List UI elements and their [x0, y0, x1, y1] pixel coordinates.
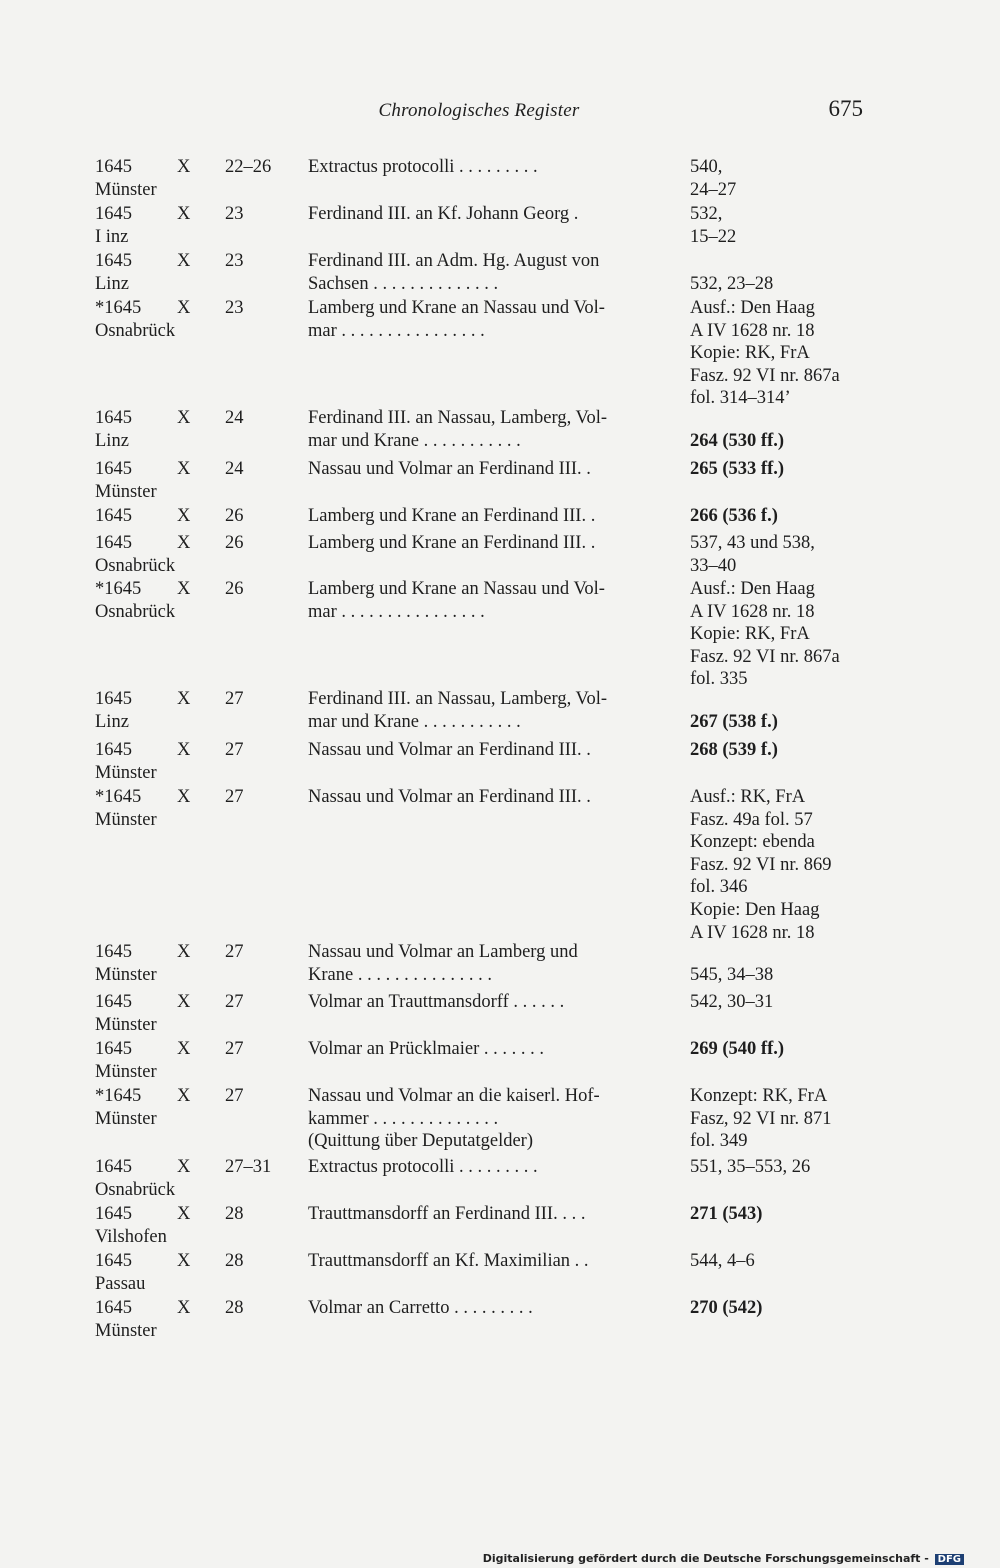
entry-year: 1645 — [95, 408, 132, 428]
entry-year: 1645 — [95, 942, 132, 962]
entry-date-place — [95, 1250, 180, 1295]
entry-month: X — [177, 787, 191, 807]
entry-description — [308, 532, 670, 555]
reference-line: 269 (540 ff.) — [690, 1039, 785, 1059]
entry-year: 1645 — [95, 1204, 132, 1224]
entry-reference — [690, 407, 875, 452]
running-header — [95, 98, 863, 128]
entry-place: Münster — [95, 1014, 157, 1035]
reference-line — [690, 407, 875, 430]
entry-place: Linz — [95, 711, 129, 732]
reference-line — [690, 941, 875, 964]
entry-year: 1645 — [95, 992, 132, 1012]
entry-day: 28 — [225, 1204, 244, 1224]
description-line: mar und Krane . . . . . . . . . . . — [308, 711, 521, 732]
entry-description — [308, 1085, 670, 1153]
entry-year: 1645 — [95, 204, 132, 224]
entry-date-place — [95, 1085, 180, 1130]
entry-description — [308, 1156, 670, 1179]
reference-line: Fasz. 92 VI nr. 867a — [690, 646, 840, 667]
description-line: mar . . . . . . . . . . . . . . . . — [308, 601, 485, 622]
description-line: Lamberg und Krane an Nassau und Vol- — [308, 298, 605, 318]
description-line: Ferdinand III. an Nassau, Lamberg, Vol- — [308, 408, 608, 428]
reference-line: Kopie: Den Haag — [690, 899, 820, 920]
entry-date-place — [95, 250, 180, 295]
reference-line: 540, — [690, 157, 723, 177]
description-line: Nassau und Volmar an Lamberg und — [308, 942, 578, 962]
entry-place: Vilshofen — [95, 1226, 167, 1247]
reference-line: 268 (539 f.) — [690, 740, 778, 760]
entry-date-place — [95, 407, 180, 452]
entry-reference — [690, 786, 875, 944]
entry-day: 27–31 — [225, 1157, 272, 1177]
entry-date-place — [95, 505, 180, 528]
entry-place: Münster — [95, 762, 157, 783]
reference-line: Ausf.: Den Haag — [690, 579, 815, 599]
entry-month: X — [177, 1298, 191, 1318]
reference-line: Ausf.: RK, FrA — [690, 787, 806, 807]
entry-day: 26 — [225, 533, 244, 553]
entry-year: 1645 — [95, 506, 132, 526]
entry-day: 27 — [225, 787, 244, 807]
entry-day: 28 — [225, 1251, 244, 1271]
entry-day: 27 — [225, 1039, 244, 1059]
reference-line: Ausf.: Den Haag — [690, 298, 815, 318]
entry-reference — [690, 1297, 875, 1320]
reference-line — [690, 250, 875, 273]
entry-date-place — [95, 1156, 180, 1201]
entry-date-place — [95, 739, 180, 784]
entry-day: 27 — [225, 942, 244, 962]
reference-line: 551, 35–553, 26 — [690, 1157, 811, 1177]
entry-month: X — [177, 689, 191, 709]
entry-date-place — [95, 203, 180, 248]
entry-place: Linz — [95, 430, 129, 451]
entry-reference — [690, 203, 875, 248]
reference-line: Fasz. 92 VI nr. 869 — [690, 854, 832, 875]
reference-line: Fasz. 92 VI nr. 867a — [690, 365, 840, 386]
reference-line: Fasz, 92 VI nr. 871 — [690, 1108, 832, 1129]
entry-month: X — [177, 506, 191, 526]
entry-month: X — [177, 1086, 191, 1106]
description-line: Extractus protocolli . . . . . . . . . — [308, 1157, 538, 1177]
description-line: Nassau und Volmar an Ferdinand III. . — [308, 459, 591, 479]
entry-month: X — [177, 204, 191, 224]
entry-day: 24 — [225, 408, 244, 428]
description-line: Ferdinand III. an Adm. Hg. August von — [308, 251, 600, 271]
entry-date-place — [95, 532, 180, 577]
entry-year: *1645 — [95, 1086, 142, 1106]
description-line: Extractus protocolli . . . . . . . . . — [308, 157, 538, 177]
entry-month: X — [177, 459, 191, 479]
reference-line: 265 (533 ff.) — [690, 459, 785, 479]
page-number: 675 — [828, 96, 863, 121]
page-title: Chronologisches Register — [378, 100, 580, 121]
description-line: (Quittung über Deputatgelder) — [308, 1131, 534, 1152]
entry-description — [308, 407, 670, 452]
entry-date-place — [95, 941, 180, 986]
entry-description — [308, 297, 670, 342]
entry-reference — [690, 505, 875, 528]
entry-day: 27 — [225, 689, 244, 709]
entry-date-place — [95, 458, 180, 503]
entry-year: 1645 — [95, 1039, 132, 1059]
entry-month: X — [177, 1157, 191, 1177]
entry-reference — [690, 532, 875, 577]
entry-month: X — [177, 298, 191, 318]
entry-place: Osnabrück — [95, 320, 176, 341]
description-line: Nassau und Volmar an Ferdinand III. . — [308, 787, 591, 807]
entry-month: X — [177, 408, 191, 428]
entry-year: 1645 — [95, 1157, 132, 1177]
description-line: Sachsen . . . . . . . . . . . . . . — [308, 273, 499, 294]
description-line: Ferdinand III. an Kf. Johann Georg . — [308, 204, 579, 224]
footer-credit — [483, 1552, 964, 1565]
entry-month: X — [177, 1251, 191, 1271]
description-line: Nassau und Volmar an die kaiserl. Hof- — [308, 1086, 600, 1106]
reference-line — [690, 688, 875, 711]
entry-year: 1645 — [95, 740, 132, 760]
entry-place: Münster — [95, 1061, 157, 1082]
entry-year: *1645 — [95, 787, 142, 807]
entry-place: Münster — [95, 1108, 157, 1129]
reference-line: fol. 349 — [690, 1131, 748, 1152]
entry-date-place — [95, 991, 180, 1036]
entry-year: *1645 — [95, 579, 142, 599]
description-line: Volmar an Carretto . . . . . . . . . — [308, 1298, 533, 1318]
entry-month: X — [177, 942, 191, 962]
entry-place: Osnabrück — [95, 555, 176, 576]
entry-reference — [690, 250, 875, 295]
description-line: kammer . . . . . . . . . . . . . . — [308, 1108, 499, 1129]
entry-description — [308, 941, 670, 986]
entry-month: X — [177, 251, 191, 271]
entry-place: Münster — [95, 964, 157, 985]
description-line: Trauttmansdorff an Ferdinand III. . . . — [308, 1204, 586, 1224]
entry-reference — [690, 1085, 875, 1153]
entry-day: 27 — [225, 740, 244, 760]
entry-year: 1645 — [95, 459, 132, 479]
reference-line: Kopie: RK, FrA — [690, 624, 810, 645]
entry-reference — [690, 941, 875, 986]
reference-line: fol. 346 — [690, 877, 748, 898]
entry-month: X — [177, 579, 191, 599]
entry-date-place — [95, 1203, 180, 1248]
entry-month: X — [177, 992, 191, 1012]
entry-day: 26 — [225, 579, 244, 599]
entry-month: X — [177, 157, 191, 177]
entry-place: Münster — [95, 1320, 157, 1341]
reference-line: Konzept: RK, FrA — [690, 1086, 828, 1106]
entry-reference — [690, 991, 875, 1014]
entry-description — [308, 156, 670, 179]
entry-month: X — [177, 1204, 191, 1224]
entry-year: 1645 — [95, 1298, 132, 1318]
reference-line: 537, 43 und 538, — [690, 533, 815, 553]
entry-place: Osnabrück — [95, 1179, 176, 1200]
reference-line: 264 (530 ff.) — [690, 430, 785, 451]
description-line: Volmar an Trauttmansdorff . . . . . . — [308, 992, 565, 1012]
description-line: Lamberg und Krane an Ferdinand III. . — [308, 506, 596, 526]
entry-place: Münster — [95, 179, 157, 200]
reference-line: 266 (536 f.) — [690, 506, 778, 526]
entry-description — [308, 578, 670, 623]
entry-description — [308, 786, 670, 809]
description-line: Nassau und Volmar an Ferdinand III. . — [308, 740, 591, 760]
entry-month: X — [177, 533, 191, 553]
entry-description — [308, 250, 670, 295]
reference-line: Kopie: RK, FrA — [690, 343, 810, 364]
description-line: Lamberg und Krane an Nassau und Vol- — [308, 579, 605, 599]
entry-day: 27 — [225, 992, 244, 1012]
entry-year: *1645 — [95, 298, 142, 318]
entry-description — [308, 458, 670, 481]
footer-text: Digitalisierung gefördert durch die Deutsche Forschungsgemeinschaft - — [482, 1552, 929, 1565]
entry-description — [308, 688, 670, 733]
reference-line: 15–22 — [690, 226, 737, 247]
entry-place: Münster — [95, 809, 157, 830]
entry-date-place — [95, 578, 180, 623]
entry-date-place — [95, 786, 180, 831]
entry-reference — [690, 297, 875, 410]
entry-reference — [690, 688, 875, 733]
reference-line: A IV 1628 nr. 18 — [690, 320, 815, 341]
entry-year: 1645 — [95, 1251, 132, 1271]
entry-place: Passau — [95, 1273, 146, 1294]
entry-description — [308, 739, 670, 762]
reference-line: 267 (538 f.) — [690, 711, 778, 732]
reference-line: 545, 34–38 — [690, 964, 774, 985]
reference-line: A IV 1628 nr. 18 — [690, 922, 815, 943]
entry-day: 23 — [225, 251, 244, 271]
entry-month: X — [177, 1039, 191, 1059]
entry-day: 23 — [225, 298, 244, 318]
entry-year: 1645 — [95, 157, 132, 177]
entry-reference — [690, 1038, 875, 1061]
entry-description — [308, 1038, 670, 1061]
entry-date-place — [95, 297, 180, 342]
entry-day: 26 — [225, 506, 244, 526]
entry-reference — [690, 739, 875, 762]
entry-day: 23 — [225, 204, 244, 224]
reference-line: 270 (542) — [690, 1298, 763, 1318]
description-line: mar . . . . . . . . . . . . . . . . — [308, 320, 485, 341]
reference-line: fol. 314–314’ — [690, 388, 791, 409]
description-line: Volmar an Prücklmaier . . . . . . . — [308, 1039, 545, 1059]
entry-description — [308, 991, 670, 1014]
description-line: Ferdinand III. an Nassau, Lamberg, Vol- — [308, 689, 608, 709]
reference-line: Fasz. 49a fol. 57 — [690, 809, 813, 830]
entry-day: 22–26 — [225, 157, 272, 177]
entry-date-place — [95, 1297, 180, 1342]
entry-reference — [690, 458, 875, 481]
entry-day: 28 — [225, 1298, 244, 1318]
entry-place: Linz — [95, 273, 129, 294]
entry-description — [308, 505, 670, 528]
reference-line: 542, 30–31 — [690, 992, 774, 1012]
entry-reference — [690, 1250, 875, 1273]
description-line: mar und Krane . . . . . . . . . . . — [308, 430, 521, 451]
reference-line: fol. 335 — [690, 669, 748, 690]
entry-description — [308, 203, 670, 226]
reference-line: 33–40 — [690, 555, 737, 576]
description-line: Krane . . . . . . . . . . . . . . . — [308, 964, 492, 985]
entry-date-place — [95, 688, 180, 733]
description-line: Trauttmansdorff an Kf. Maximilian . . — [308, 1251, 589, 1271]
entry-year: 1645 — [95, 251, 132, 271]
reference-line: Konzept: ebenda — [690, 832, 815, 853]
entry-description — [308, 1250, 670, 1273]
entry-description — [308, 1203, 670, 1226]
entry-day: 24 — [225, 459, 244, 479]
entry-reference — [690, 1203, 875, 1226]
entry-year: 1645 — [95, 533, 132, 553]
entry-year: 1645 — [95, 689, 132, 709]
reference-line: 271 (543) — [690, 1204, 763, 1224]
entry-date-place — [95, 156, 180, 201]
entry-day: 27 — [225, 1086, 244, 1106]
reference-line: A IV 1628 nr. 18 — [690, 601, 815, 622]
entry-date-place — [95, 1038, 180, 1083]
reference-line: 532, 23–28 — [690, 273, 774, 294]
entry-month: X — [177, 740, 191, 760]
reference-line: 24–27 — [690, 179, 737, 200]
dfg-logo: DFG — [935, 1554, 964, 1565]
reference-line: 532, — [690, 204, 723, 224]
description-line: Lamberg und Krane an Ferdinand III. . — [308, 533, 596, 553]
entry-reference — [690, 1156, 875, 1179]
entry-description — [308, 1297, 670, 1320]
entry-place: I inz — [95, 226, 129, 247]
entry-place: Münster — [95, 481, 157, 502]
entry-reference — [690, 578, 875, 691]
entry-place: Osnabrück — [95, 601, 176, 622]
entry-reference — [690, 156, 875, 201]
reference-line: 544, 4–6 — [690, 1251, 755, 1271]
